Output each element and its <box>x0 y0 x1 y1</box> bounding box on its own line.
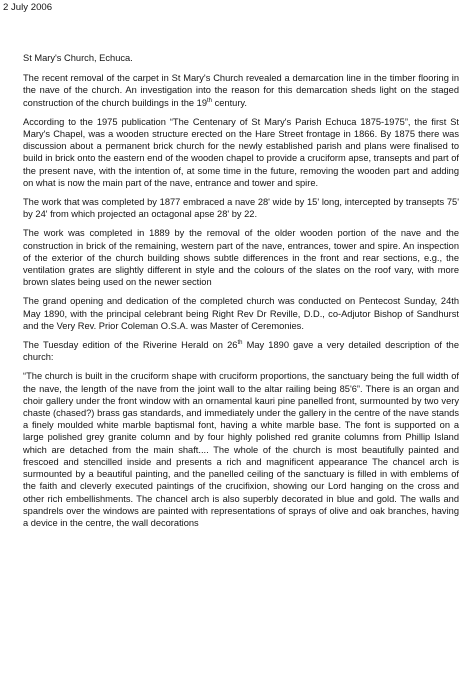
ordinal-suffix: th <box>207 97 213 104</box>
paragraph-grand-opening: The grand opening and dedication of the completed church was conducted on Pentecost Sunday, 24th May 1890, with the principal celebrant being Right Rev Dr Reville, D.D., co-Adjutor Bishop of Sandhurst and the Very Rev. Prior Coleman O.S.A. was Master of Ceremonies. <box>23 296 459 331</box>
document-date: 2 July 2006 <box>3 2 53 13</box>
paragraph-1889-works: The work was completed in 1889 by the removal of the older wooden portion of the nave and the construction in brick of the remaining, western part of the nave, entrances, tower and spire. An inspection of the exterior of the church building shows subtle differences in the front and rear sections, e.g., the ventilation grates are slightly different in style and the colours of the slates on the roof vary, with more brown slates being used on the newer section <box>23 228 459 288</box>
paragraph-church-description-quote: “The church is built in the cruciform shape with cruciform proportions, the sanctuary being the full width of the nave, the length of the nave from the joint wall to the altar railing being 85'6”. There is an organ and choir gallery under the front window with an ornamental kauri pine panelled front, surmounted by two very chaste (chased?) brass gas standards, and immediately under the gallery in the centre of the nave stands a finely moulded white marble baptismal font, having a white marble base. The font is supported on a large polished grey granite column and by four highly polished red granite columns from Phillip Island which are detached from the main shaft.... The whole of the church is most beautifully painted and frescoed and stencilled inside and presents a rich and magnificent appearance The chancel arch is surmounted by a beautiful painting, and the panelled ceiling of the sanctuary is filled in with emblems of the faith and cleverly executed paintings of the crucifixion, showing our Lord hanging on the cross and other rich embellishments. The chancel arch is also superbly decorated in blue and gold. The walls and spandrels over the windows are painted with representations of sprays of olive and oak branches, having a device in the centre, the wall decorations <box>23 371 459 528</box>
paragraph-text: The Tuesday edition of the Riverine Herald on 26 <box>23 340 238 351</box>
paragraph-carpet-removal <box>23 72 459 109</box>
document-body <box>23 52 459 536</box>
paragraph-text: May 1890 gave a very detailed description of the church: <box>23 340 460 363</box>
paragraph-text: century. <box>212 97 247 108</box>
ordinal-suffix: th <box>237 339 243 346</box>
paragraph-centenary-publication: According to the 1975 publication “The Centenary of St Mary's Parish Echuca 1875-1975”, the first St Mary's Chapel, was a wooden structure erected on the Hare Street frontage in 1866. By 1875 there was discussion about a permanent brick church for the newly established parish and plans were finalised to build in brick onto the eastern end of the wooden chapel to provide a cruciform apse, transepts and part of the present nave, with the intention of, at some time in the future, removing the wooden part and adding on what is now the main part of the nave, entrance and tower and spire. <box>23 116 459 188</box>
paragraph-1877-works: The work that was completed by 1877 embraced a nave 28' wide by 15' long, intercepted by transepts 75' by 24' from which projected an octagonal apse 28' by 22. <box>23 197 459 220</box>
paragraph-riverine-herald <box>23 339 459 363</box>
paragraph-text: The recent removal of the carpet in St Mary's Church revealed a demarcation line in the timber flooring in the nave of the church. An investigation into the reason for this demarcation sheds light on the staged construction of the church buildings in the 19 <box>23 73 459 108</box>
document-title: St Mary's Church, Echuca. <box>23 53 133 63</box>
